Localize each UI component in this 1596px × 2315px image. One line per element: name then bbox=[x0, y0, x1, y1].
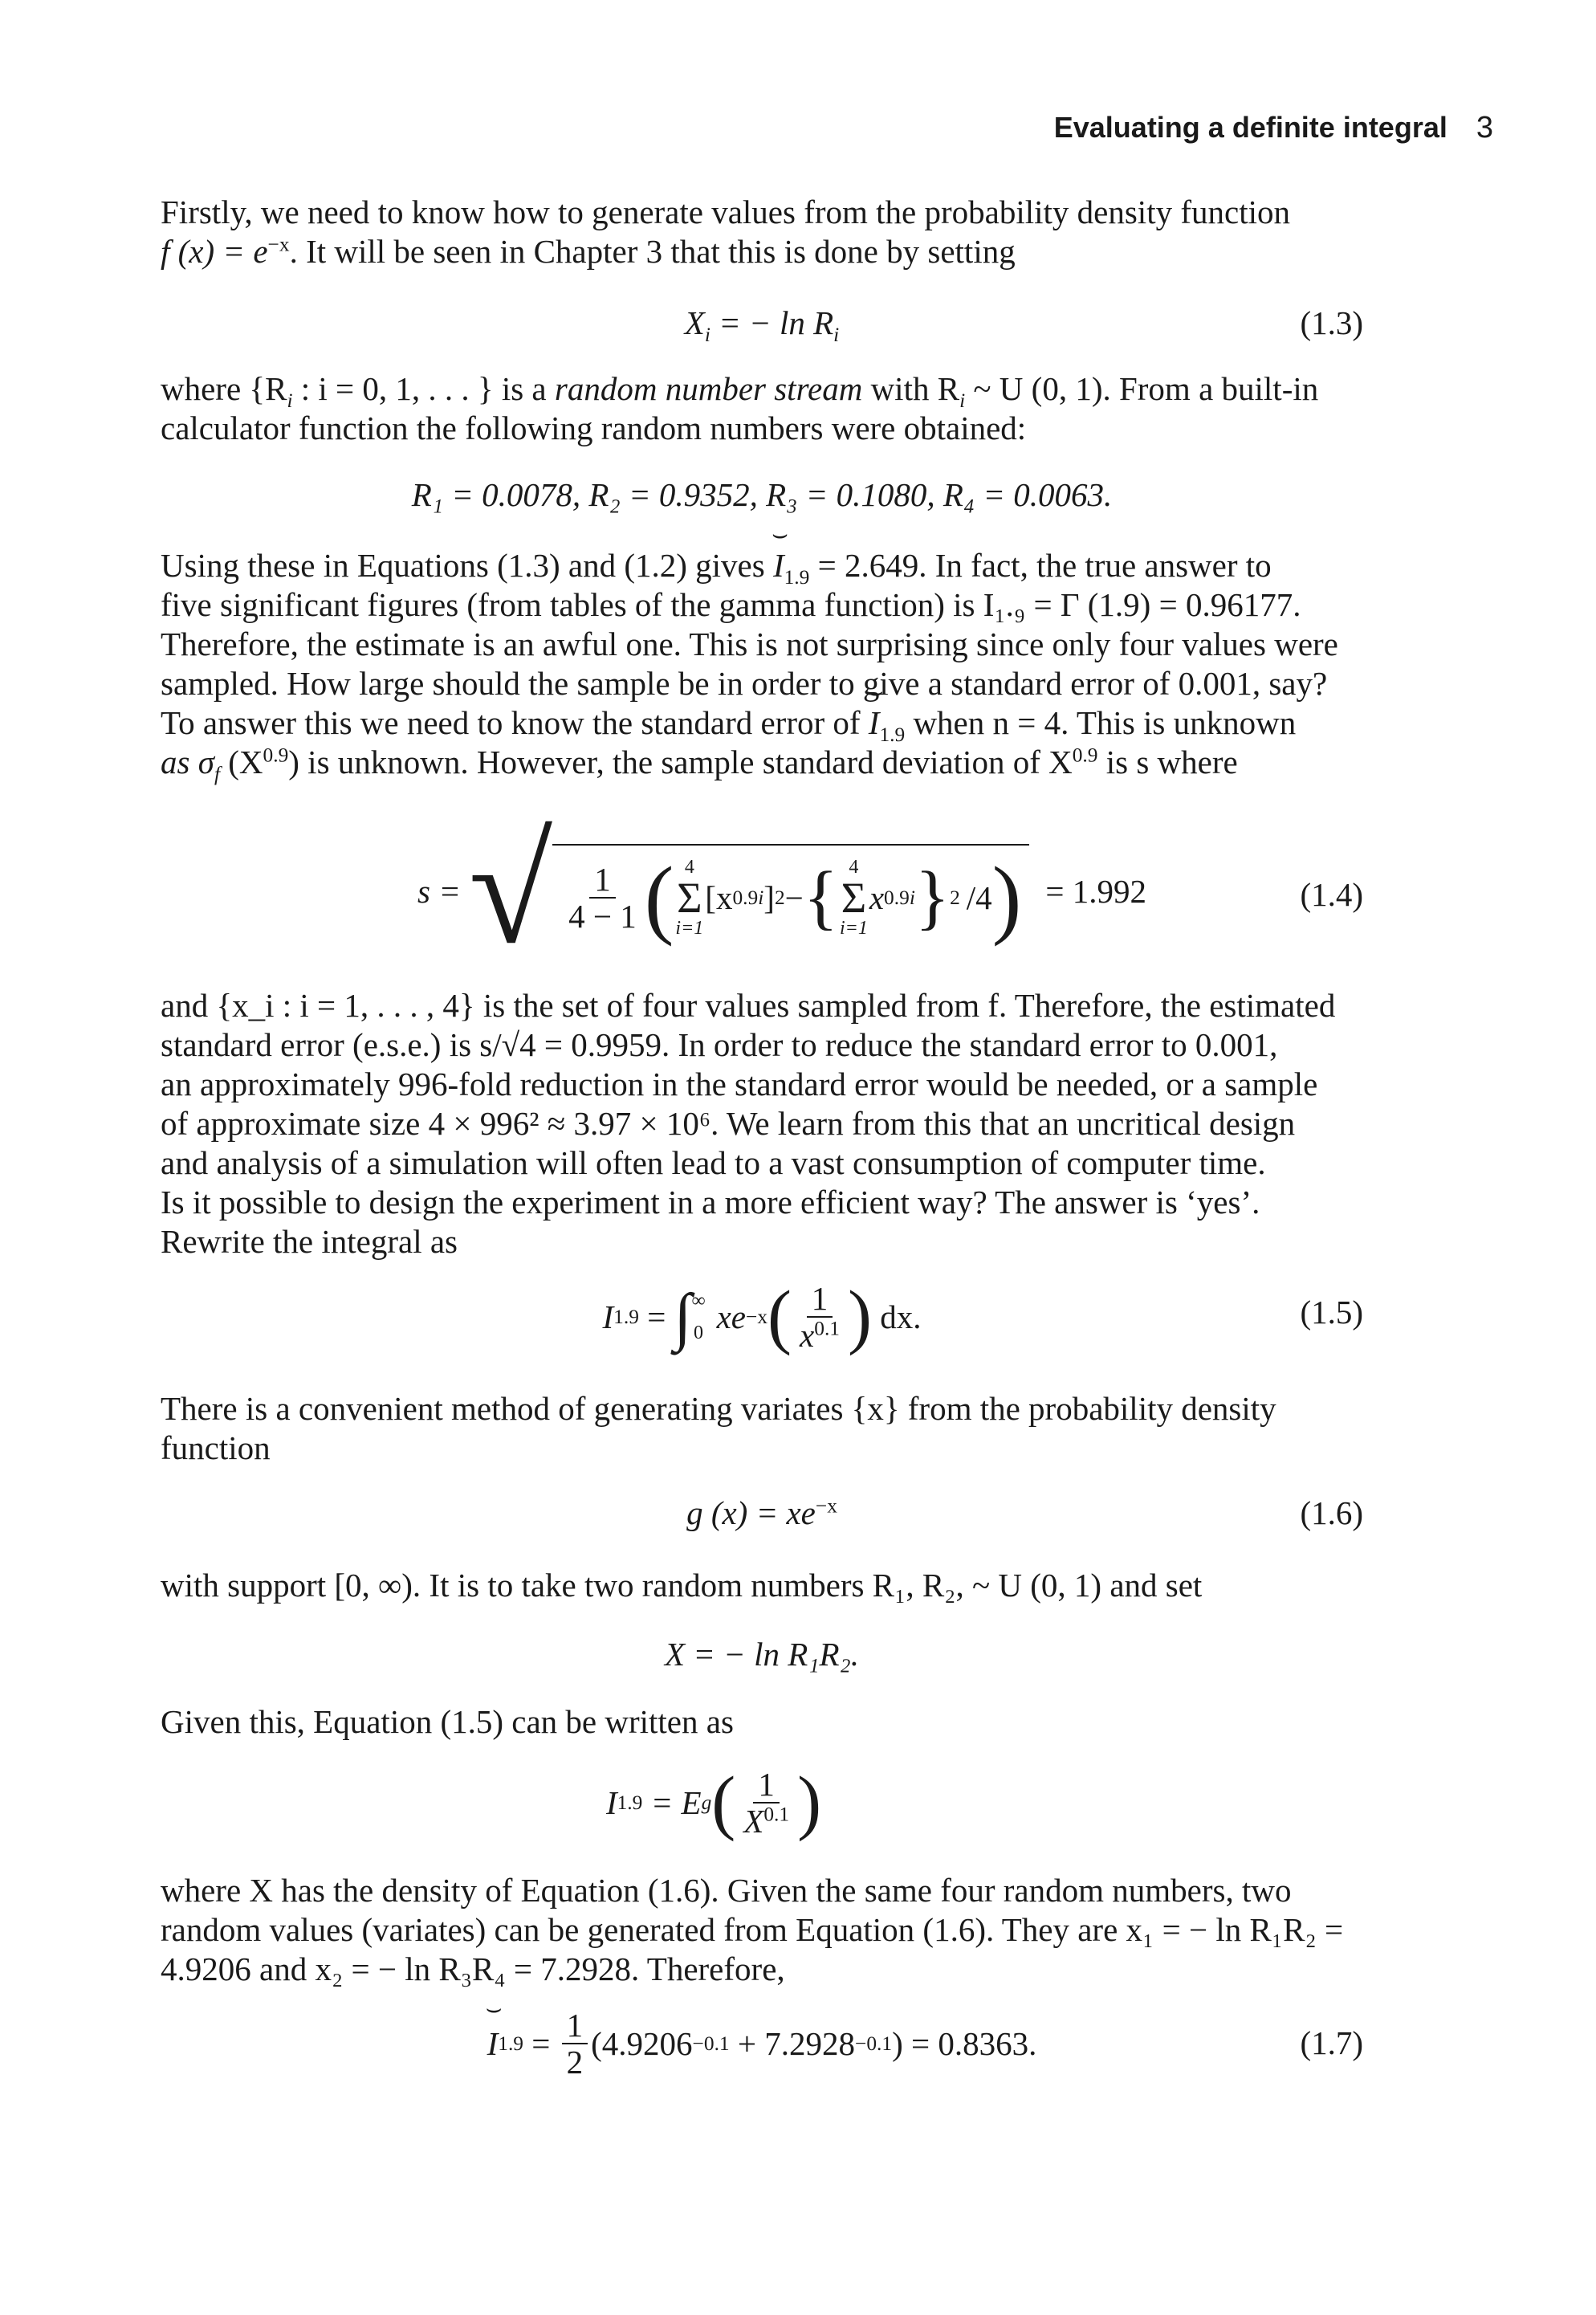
equation-number: (1.3) bbox=[1300, 304, 1363, 341]
sum-sigma: Σ bbox=[677, 874, 702, 922]
math-sub: i bbox=[959, 389, 966, 413]
text-span: when n = 4. This is unknown bbox=[905, 704, 1297, 741]
math: I bbox=[605, 1784, 617, 1821]
equation-number: (1.6) bbox=[1300, 1494, 1363, 1531]
math: as σ bbox=[161, 744, 214, 780]
fraction-numerator: 1 bbox=[562, 2007, 588, 2044]
paragraph-1 bbox=[161, 193, 1363, 271]
fraction-denominator bbox=[739, 1803, 794, 1839]
text-line: sampled. How large should the sample be in order to give a standard error of 0.001, say? bbox=[161, 665, 1328, 702]
radical-content: $\frac{1}{4 - 1}$ ( 4 Σ i=1 [x 0.9 i ] 2 − { 4 Σ i=1 x 0.9 i } 2 /4 ) bbox=[552, 844, 1029, 939]
math: x bbox=[800, 1317, 815, 1354]
math-sup: 0.9 bbox=[1072, 744, 1098, 767]
text-line: with support [0, ∞). It is to take two random numbers R₁, R₂, ~ U (0, 1) and set bbox=[161, 1567, 1203, 1604]
math-sub: f bbox=[214, 763, 220, 786]
equation-1-5: I 1.9 = ∫ ∞ 0 xe −x ( $\frac{1}{x^{0.1}}$ ) dx. (1.5) bbox=[602, 1277, 1363, 1356]
math: I bbox=[602, 1298, 614, 1335]
fraction-numerator: 1 bbox=[753, 1767, 780, 1803]
text-span: Using these in Equations (1.3) and (1.2) gives bbox=[161, 547, 773, 584]
math: s = bbox=[417, 873, 461, 910]
text-line: Firstly, we need to know how to generate values from the probability density function bbox=[161, 194, 1290, 230]
paragraph-8 bbox=[161, 1702, 1363, 1742]
summation bbox=[675, 857, 703, 939]
equation-number: (1.4) bbox=[1300, 876, 1363, 913]
equation-number: (1.5) bbox=[1300, 1294, 1363, 1331]
math-sub: i bbox=[758, 886, 764, 909]
math: X = − ln R₁R₂. bbox=[664, 1636, 860, 1673]
text-span: = 2.649. In fact, the true answer to bbox=[809, 547, 1272, 584]
hat-accent bbox=[773, 546, 784, 585]
math: = bbox=[638, 1298, 674, 1335]
text-line: . It will be seen in Chapter 3 that this is done by setting bbox=[289, 233, 1016, 270]
math-sup: −x bbox=[815, 1494, 837, 1518]
math-sub: 1.9 bbox=[784, 566, 810, 589]
math: = bbox=[523, 2025, 559, 2062]
text-span: is s where bbox=[1097, 744, 1238, 780]
math: ) = 0.8363. bbox=[892, 2025, 1037, 2062]
text-line: Therefore, the estimate is an awful one. This is not surprising since only four values were bbox=[161, 626, 1338, 662]
equation-1-4: s = √ $\frac{1}{4 - 1}$ ( 4 Σ i=1 [x 0.9 i ] 2 − { 4 Σ i=1 x 0.9 i } 2 /4 ) = 1.992 (1.4) bbox=[417, 807, 1363, 976]
text-line: and analysis of a simulation will often lead to a vast consumption of computer time. bbox=[161, 1144, 1266, 1181]
emphasis: random number stream bbox=[554, 370, 863, 407]
math-sub: i bbox=[704, 324, 710, 347]
text-line: of approximate size 4 × 996² ≈ 3.97 × 10⁶. We learn from this that an uncritical design bbox=[161, 1105, 1296, 1142]
sum-lower: i=1 bbox=[839, 918, 868, 939]
math: /4 bbox=[966, 879, 992, 916]
text-span: : i = 0, 1, . . . } is a bbox=[292, 370, 555, 407]
fraction bbox=[562, 2007, 588, 2080]
paragraph-3 bbox=[161, 546, 1363, 786]
equation-expectation: I 1.9 = E g ( $\frac{1}{X^{0.1}}$ ) bbox=[605, 1763, 822, 1842]
math-sub: i bbox=[909, 886, 915, 909]
equation-1-7: ⌢ I 1.9 = $\frac{1}{2}$ (4.9206 −0.1 + 7.2928 −0.1 ) = 0.8363. (1.7) bbox=[161, 1999, 1363, 2088]
math: = − ln R bbox=[710, 304, 834, 341]
math-sub: g bbox=[701, 1791, 712, 1814]
sum-upper: 4 bbox=[684, 857, 694, 878]
equation-1-6 bbox=[161, 1494, 1363, 1542]
text-line: five significant figures (from tables of the gamma function) is I₁.₉ = Γ (1.9) = 0.96177. bbox=[161, 586, 1301, 623]
equation-number: (1.7) bbox=[1300, 2024, 1363, 2061]
math: ] bbox=[763, 879, 775, 916]
text-line: Is it possible to design the experiment in a more efficient way? The answer is ‘yes’. bbox=[161, 1184, 1260, 1221]
running-header bbox=[1054, 111, 1493, 145]
paragraph-2 bbox=[161, 369, 1363, 448]
math-sub: i bbox=[287, 389, 293, 413]
math: (4.9206 bbox=[591, 2025, 693, 2062]
math: x bbox=[869, 879, 885, 916]
math: − bbox=[784, 879, 804, 916]
text-line: function bbox=[161, 1429, 271, 1466]
sum-upper: 4 bbox=[849, 857, 859, 878]
math: = 1.992 bbox=[1045, 873, 1146, 910]
fraction bbox=[795, 1281, 845, 1353]
text-span: ) is unknown. However, the sample standard deviation of X bbox=[288, 744, 1073, 780]
text-line: There is a convenient method of generating variates {x} from the probability density bbox=[161, 1390, 1276, 1427]
math: I bbox=[772, 547, 784, 584]
limit-lower: 0 bbox=[694, 1323, 704, 1343]
paragraph-7 bbox=[161, 1566, 1363, 1605]
math: dx. bbox=[871, 1298, 922, 1335]
hat-accent bbox=[487, 2024, 499, 2063]
math: X bbox=[743, 1803, 764, 1840]
text-line: and {x_i : i = 1, . . . , 4} is the set of four values sampled from f. Therefore, the estimated bbox=[161, 987, 1336, 1024]
math-sup: 0.9 bbox=[263, 744, 289, 767]
text-line: calculator function the following random numbers were obtained: bbox=[161, 410, 1027, 446]
text-line: Rewrite the integral as bbox=[161, 1223, 458, 1260]
math: g (x) = xe bbox=[686, 1494, 816, 1531]
math: xe bbox=[716, 1298, 746, 1335]
math-sup: 0.1 bbox=[814, 1317, 840, 1340]
math-sub: i bbox=[833, 324, 840, 347]
math: X bbox=[684, 304, 705, 341]
fraction-denominator: 2 bbox=[566, 2044, 584, 2081]
fraction-denominator: 4 − 1 bbox=[568, 898, 637, 935]
equation-1-3 bbox=[161, 304, 1363, 352]
math: + 7.2928 bbox=[729, 2025, 856, 2062]
math-sup: −x bbox=[267, 233, 290, 256]
fraction-denominator bbox=[795, 1318, 845, 1353]
text-span: ~ U (0, 1). From a built-in bbox=[965, 370, 1319, 407]
text-span: (X bbox=[220, 744, 263, 780]
text-line: 4.9206 and x₂ = − ln R₃R₄ = 7.2928. Therefore, bbox=[161, 1950, 785, 1987]
math: = E bbox=[642, 1784, 702, 1821]
sum-lower: i=1 bbox=[675, 918, 704, 939]
text-span: To answer this we need to know the standard error of bbox=[161, 704, 869, 741]
summation bbox=[840, 857, 868, 939]
fraction bbox=[739, 1767, 794, 1839]
paragraph-4 bbox=[161, 986, 1363, 1261]
math: I bbox=[868, 704, 880, 741]
page-number: 3 bbox=[1476, 111, 1493, 145]
text-line: standard error (e.s.e.) is s/√4 = 0.9959. In order to reduce the standard error to 0.001, bbox=[161, 1026, 1278, 1063]
math: R₁ = 0.0078, R₂ = 0.9352, R₃ = 0.1080, R₄ = 0.0063. bbox=[411, 476, 1113, 513]
text-span: where {R bbox=[161, 370, 287, 407]
equation-x bbox=[161, 1635, 1363, 1683]
random-numbers-line bbox=[161, 475, 1363, 524]
text-line: where X has the density of Equation (1.6). Given the same four random numbers, two bbox=[161, 1872, 1292, 1909]
math-sup: 0.1 bbox=[763, 1803, 790, 1826]
math: I bbox=[487, 2025, 499, 2062]
fraction-numerator: 1 bbox=[589, 862, 616, 899]
math-sub: 1.9 bbox=[879, 723, 906, 747]
limit-upper: ∞ bbox=[691, 1290, 706, 1311]
hat-accent bbox=[869, 703, 880, 743]
text-span: with R bbox=[862, 370, 960, 407]
paragraph-9 bbox=[161, 1871, 1363, 1989]
header-title: Evaluating a definite integral bbox=[1053, 111, 1447, 144]
sum-sigma: Σ bbox=[841, 874, 867, 922]
text-line: random values (variates) can be generated from Equation (1.6). They are x₁ = − ln R₁R₂ = bbox=[161, 1911, 1344, 1948]
paragraph-6 bbox=[161, 1389, 1363, 1468]
text-line: Given this, Equation (1.5) can be written as bbox=[161, 1703, 734, 1740]
math: [x bbox=[705, 879, 733, 916]
math-inline: f (x) = e bbox=[161, 233, 268, 270]
fraction bbox=[564, 862, 641, 934]
integral-limits bbox=[691, 1285, 705, 1349]
text-line: an approximately 996-fold reduction in the standard error would be needed, or a sample bbox=[161, 1066, 1318, 1102]
fraction-numerator: 1 bbox=[807, 1281, 833, 1318]
